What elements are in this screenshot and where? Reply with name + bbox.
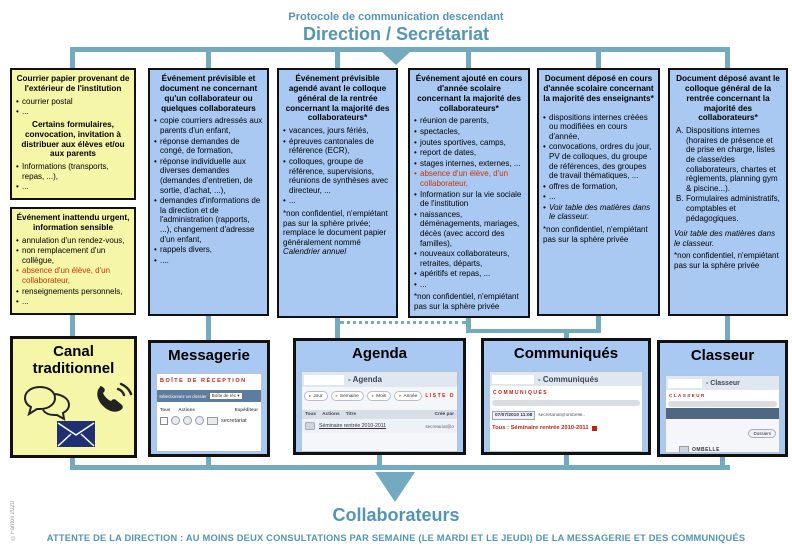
agenda-view-tab[interactable]: ▸ Mois: [367, 391, 391, 401]
communique-sender: secretariat@ombelle..: [538, 413, 586, 418]
communiques-screenshot: [489, 371, 643, 452]
agenda-column-headers: [302, 410, 457, 419]
col-titre: Titre: [345, 412, 357, 417]
list-item: • réunion de parents,: [414, 116, 524, 126]
event-icon: [305, 422, 315, 430]
event-author: secretariat@o: [425, 423, 454, 429]
folder-select[interactable]: Boîte de réc ▾: [209, 392, 243, 400]
reply-icon[interactable]: [171, 416, 180, 425]
communique-entry[interactable]: Tous : Séminaire rentrée 2010-2011: [490, 422, 642, 434]
mail-icon: [207, 417, 218, 425]
list-item: • ...: [16, 297, 130, 307]
classeur-body: [666, 419, 779, 453]
folder-select-label: Sélectionnez un dossier: [159, 393, 207, 399]
connector-stub-col3: [335, 47, 340, 68]
category-items: [283, 126, 392, 206]
sender-title: Direction / Secrétariat: [302, 24, 490, 44]
list-item: • offres de formation,: [543, 182, 654, 192]
connector-stub-col6: [725, 47, 730, 68]
inbox-row[interactable]: [157, 414, 261, 427]
category-title: Événement prévisible agendé avant le colloque général de la rentrée concernant la majorité des collaborateurs*: [285, 74, 390, 123]
attachment-icon: [592, 426, 597, 431]
list-item: • nouveaux collaborateurs, retraites, départs,: [414, 249, 524, 268]
list-item: • copie courriers adressés aux parents d'un enfant,: [154, 116, 263, 135]
communiques-header: - Communiqués: [538, 374, 599, 384]
blanked-logo: [668, 379, 702, 388]
footnote: *non confidentiel, n'empiétant pas sur la sphère privée: [414, 292, 519, 312]
tab-arrow-icon: ▸: [309, 393, 312, 398]
footnote: *non confidentiel, n'empiétant pas sur la sphère privée; remplace le document papier généralement nommé Calendrier annuel: [283, 208, 388, 257]
category-box-urgent: [10, 207, 136, 315]
list-item: • Informations (transports, repas, ...),: [16, 162, 130, 181]
event-link[interactable]: Séminaire rentrée 2010-2011: [319, 423, 387, 429]
list-item: • ...: [16, 182, 130, 192]
protocol-label: Protocole de communication descendant: [288, 11, 504, 23]
category-items: [16, 162, 130, 192]
inbox-toolbar: [157, 390, 261, 402]
list-item: • apéritifs et repas, ...: [414, 269, 524, 279]
dossiers-button[interactable]: Dossiers: [748, 429, 776, 438]
list-item: • report de dates,: [414, 148, 524, 158]
list-item: • réponse demandes de congé, de formation,: [154, 137, 263, 156]
channel-title: Messagerie: [168, 347, 250, 364]
communiques-header-bar: [490, 372, 642, 386]
col-actions: Actions: [178, 407, 195, 412]
filter-bar: [668, 401, 777, 407]
category-title: Événement inattendu urgent, information sensible: [16, 213, 130, 232]
category-box-classeur-rentree: [668, 68, 788, 316]
arrow-down-icon: [381, 51, 411, 65]
channel-messagerie: [148, 340, 270, 457]
channel-communiques: [481, 338, 651, 455]
list-item: • rappels divers,: [154, 245, 263, 255]
list-item: • dispositions internes créées ou modifiées en cours d'année,: [543, 113, 654, 142]
list-item: • spectacles,: [414, 127, 524, 137]
connector-bottom-bar: [70, 465, 730, 470]
blanked-logo: [304, 375, 344, 385]
list-item: • stages internes, externes, ...: [414, 159, 524, 169]
col-cree-par: Créé par: [434, 412, 454, 417]
copyright: ©Fantoli 2020: [10, 500, 16, 540]
classeur-header: - Classeur: [706, 379, 740, 387]
connector-dashed: [340, 321, 466, 324]
classeur-screenshot: [665, 375, 780, 453]
category-items: [16, 236, 130, 307]
category-box-courrier: [10, 68, 136, 200]
agenda-view-tab[interactable]: ▸ Année: [394, 391, 422, 401]
list-item: • renseignements personnels,: [16, 287, 130, 297]
list-item: • absence d'un élève, d'un collaborateur,: [414, 169, 524, 188]
agenda-view-tab[interactable]: ▸ Jour: [304, 391, 328, 401]
connector-mid-col2: [206, 316, 211, 340]
channel-classeur: [657, 340, 788, 457]
liste-label[interactable]: LISTE D: [425, 393, 455, 399]
communiques-section-label: COMMUNIQUÉS: [493, 390, 549, 396]
list-item: • Information sur la vie sociale de l'institution: [414, 190, 524, 209]
category-box-agenda: [277, 68, 398, 318]
list-item: • ...: [283, 196, 392, 206]
note-italic: Voir table des matières dans le classeur.: [674, 229, 776, 248]
canal-icons: [13, 377, 134, 457]
list-item: • demandes d'informations de la direction et de l'administration (rapports, ...), changement d'adresse d'un enfant,: [154, 196, 263, 244]
category-box-communiques: [408, 68, 530, 318]
list-item: • joutes sportives, camps,: [414, 138, 524, 148]
arrow-down-icon: [375, 472, 415, 502]
classeur-section-label: CLASSEUR: [669, 393, 706, 398]
category-items: [154, 116, 263, 265]
connector-stub-col5: [596, 47, 601, 68]
footnote: *non confidentiel, n'empiétant pas sur la sphère privée: [674, 251, 779, 270]
category-title: Événement prévisible et document ne concernant qu'un collaborateur ou quelques collaborateurs: [159, 74, 258, 113]
inbox-column-headers: [157, 402, 261, 414]
connector-mid-merge: [466, 329, 601, 333]
connector-stub-col2: [206, 47, 211, 68]
list-item: B. Formulaires administratifs, comptables et pédagogiques.: [676, 194, 780, 223]
communique-meta: [490, 406, 642, 422]
list-item: • convocations, ordres du jour, PV de colloques, du groupe de références, des groupes de travail thématiques, ...: [543, 142, 654, 180]
col-actions: Actions: [322, 412, 340, 417]
list-item: • naissances, déménagements, mariages, décès (avec accord des familles),: [414, 210, 524, 248]
list-item: • ....: [154, 256, 263, 266]
agenda-header: - Agenda: [348, 375, 382, 384]
channel-canal-traditionnel: [10, 336, 137, 458]
category-title: Courrier papier provenant de l'extérieur de l'institution: [16, 74, 130, 93]
category-items: [414, 116, 524, 289]
category-box-classeur-annee: [537, 68, 660, 316]
category-box-messagerie: [148, 68, 269, 316]
folder-link[interactable]: OMBELLE: [692, 447, 720, 453]
phone-icon: [91, 381, 133, 423]
connector-mid-col6: [725, 316, 730, 340]
inbox-header: BOÎTE DE RÉCEPTION: [160, 378, 247, 384]
direction-expectation-note: ATTENTE DE LA DIRECTION : AU MOINS DEUX CONSULTATIONS PAR SEMAINE (LE MARDI ET LE JEUDI) DE LA MESSAGERIE ET DES COMMUNIQUÉS: [46, 533, 746, 543]
list-item: • épreuves cantonales de référence (ECR),: [283, 137, 392, 156]
list-item: • ...: [543, 192, 654, 202]
list-item: • réponse individuelle aux diverses demandes (demandes d'entretien, de sortie, d'achat, ...),: [154, 157, 263, 195]
list-item: A. Dispositions internes (horaires de présence et de prise en charge, listes de classe/des collaborateurs, chartes et règlements, planning gym & piscine...).: [676, 126, 778, 193]
list-item: • colloques, groupe de référence, supervisions, réunions de synthèses avec directeur, ...: [283, 157, 392, 195]
table-header-bar: [666, 408, 779, 419]
agenda-view-tab[interactable]: ▸ Semaine: [331, 391, 364, 401]
col-expediteur: Expéditeur: [234, 407, 258, 412]
folder-icon: [679, 446, 689, 453]
list-item: • vacances, jours fériés,: [283, 126, 392, 136]
agenda-row[interactable]: [302, 419, 457, 433]
list-item: • courrier postal: [16, 97, 130, 107]
channel-title: Agenda: [351, 345, 407, 362]
connector-mid-col1: [70, 315, 75, 336]
tab-arrow-icon: ▸: [399, 393, 402, 398]
delete-icon[interactable]: [195, 416, 204, 425]
communique-date: 07/07/2010 11:08: [492, 411, 535, 420]
list-item: • absence d'un élève, d'un collaborateur,: [16, 266, 130, 285]
forward-icon[interactable]: [183, 416, 192, 425]
category-items: [674, 126, 782, 223]
envelope-icon: [57, 421, 95, 447]
list-item: • non remplacement d'un collègue,: [16, 246, 130, 265]
category-title: Document déposé avant le colloque général de la rentrée concernant la majorité des collaborateurs*: [676, 74, 780, 123]
row-sender: secretariat: [221, 417, 247, 424]
channel-agenda: [293, 338, 466, 455]
category-items: [543, 113, 654, 223]
category-subtitle: Certains formulaires, convocation, invitation à distribuer aux élèves et/ou aux parents: [21, 119, 125, 159]
tab-arrow-icon: ▸: [371, 393, 375, 398]
col-tous: Tous: [305, 412, 317, 417]
list-item: • Voir table des matières dans le classeur.: [543, 203, 654, 222]
col-tous: Tous: [160, 407, 171, 412]
classeur-header-bar: [666, 376, 779, 390]
list-item: • annulation d'un rendez-vous,: [16, 236, 130, 246]
connector-stub-col1: [70, 47, 75, 68]
list-item: • ...: [414, 280, 524, 290]
speech-bubbles-icon: [23, 385, 73, 423]
channel-title: Canal traditionnel: [32, 343, 115, 377]
connector-stub-col4: [466, 47, 471, 68]
tab-arrow-icon: ▸: [335, 393, 338, 398]
channel-title: Communiqués: [513, 345, 619, 362]
blanked-logo: [492, 375, 534, 384]
category-items: [16, 97, 130, 117]
agenda-header-bar: [302, 372, 457, 387]
channel-title: Classeur: [690, 347, 755, 364]
category-title: Événement ajouté en cours d'année scolaire concernant la majorité des collaborateurs*: [415, 74, 523, 113]
category-title: Document déposé en cours d'année scolaire concernant la majorité des enseignants*: [543, 74, 654, 103]
folder-row[interactable]: [669, 446, 776, 453]
list-item: • ...: [16, 107, 130, 117]
footnote: *non confidentiel, n'empiétant pas sur la sphère privée: [543, 225, 648, 244]
messagerie-screenshot: [156, 373, 262, 452]
receiver-title: Collaborateurs: [332, 505, 460, 525]
checkbox[interactable]: [160, 417, 168, 425]
agenda-screenshot: [301, 371, 458, 452]
